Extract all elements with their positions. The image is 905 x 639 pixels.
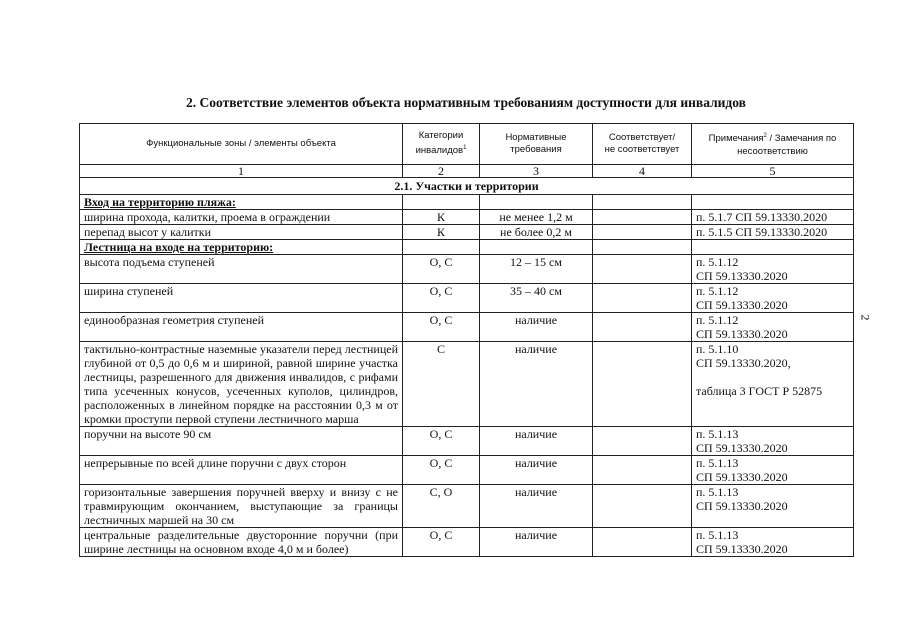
header-zones: Функциональные зоны / элементы объекта: [80, 124, 403, 165]
page-number: 2: [858, 314, 873, 321]
compliance-cell: [593, 485, 692, 528]
header-notes: Примечания$^2$ / Замечания по несоответствию: [692, 124, 854, 165]
category-cell: О, С: [403, 528, 480, 557]
header-row: [80, 124, 854, 165]
element-cell: тактильно-контрастные наземные указатели перед лестницей глубиной от 0,5 до 0,6 м и шириной, равной ширине участка лестницы, разрешенного для движения инвалидов, с рифами типа усеченных конусов, усеченных куполов, цилиндров, расположенных в линейном порядке на расстоянии 0,3 м от кромки проступи первой ступени лестничного марша: [80, 342, 403, 427]
table-row: [80, 456, 854, 485]
col-number: 5: [692, 165, 854, 178]
requirement-cell: наличие: [480, 342, 593, 427]
category-cell: С, О: [403, 485, 480, 528]
element-cell: высота подъема ступеней: [80, 255, 403, 284]
requirement-cell: наличие: [480, 456, 593, 485]
requirement-cell: не менее 1,2 м: [480, 210, 593, 225]
element-cell: ширина ступеней: [80, 284, 403, 313]
note-cell: п. 5.1.12 СП 59.13330.2020: [692, 284, 854, 313]
note-cell: п. 5.1.13 СП 59.13330.2020: [692, 456, 854, 485]
category-cell: С: [403, 342, 480, 427]
table-row: [80, 255, 854, 284]
note-cell: п. 5.1.13 СП 59.13330.2020: [692, 528, 854, 557]
element-cell: центральные разделительные двусторонние поручни (при ширине лестницы на основном входе 4,0 м и более): [80, 528, 403, 557]
compliance-cell: [593, 225, 692, 240]
table-row: [80, 342, 854, 427]
table-row: [80, 313, 854, 342]
element-cell: непрерывные по всей длине поручни с двух сторон: [80, 456, 403, 485]
section-row: [80, 178, 854, 195]
group-heading-stairs: Лестница на входе на территорию:: [80, 240, 403, 255]
table-row: [80, 528, 854, 557]
group-heading-entrance: Вход на территорию пляжа:: [80, 195, 403, 210]
element-cell: ширина прохода, калитки, проема в ограждении: [80, 210, 403, 225]
requirement-cell: наличие: [480, 528, 593, 557]
header-categories: Категории инвалидов$^1$: [403, 124, 480, 165]
header-compliance: Соответствует/ не соответствует: [593, 124, 692, 165]
element-cell: поручни на высоте 90 см: [80, 427, 403, 456]
table-row: [80, 210, 854, 225]
category-cell: К: [403, 225, 480, 240]
section-heading: 2.1. Участки и территории: [80, 178, 854, 195]
compliance-cell: [593, 284, 692, 313]
category-cell: О, С: [403, 284, 480, 313]
table-row: [80, 225, 854, 240]
note-cell: п. 5.1.13 СП 59.13330.2020: [692, 485, 854, 528]
note-cell: п. 5.1.12 СП 59.13330.2020: [692, 255, 854, 284]
compliance-cell: [593, 210, 692, 225]
compliance-cell: [593, 342, 692, 427]
category-cell: О, С: [403, 255, 480, 284]
requirement-cell: не более 0,2 м: [480, 225, 593, 240]
table-row: [80, 485, 854, 528]
note-cell: п. 5.1.5 СП 59.13330.2020: [692, 225, 854, 240]
note-cell: п. 5.1.10 СП 59.13330.2020, таблица 3 ГОСТ Р 52875: [692, 342, 854, 427]
group-row: [80, 195, 854, 210]
col-number: 2: [403, 165, 480, 178]
column-number-row: [80, 165, 854, 178]
accessibility-table: [79, 123, 854, 557]
col-number: 3: [480, 165, 593, 178]
table-row: [80, 427, 854, 456]
element-cell: единообразная геометрия ступеней: [80, 313, 403, 342]
compliance-cell: [593, 427, 692, 456]
element-cell: перепад высот у калитки: [80, 225, 403, 240]
header-requirements: Нормативные требования: [480, 124, 593, 165]
compliance-cell: [593, 528, 692, 557]
category-cell: К: [403, 210, 480, 225]
category-cell: О, С: [403, 427, 480, 456]
category-cell: О, С: [403, 456, 480, 485]
category-cell: О, С: [403, 313, 480, 342]
requirement-cell: 12 – 15 см: [480, 255, 593, 284]
note-cell: п. 5.1.12 СП 59.13330.2020: [692, 313, 854, 342]
note-cell: п. 5.1.13 СП 59.13330.2020: [692, 427, 854, 456]
compliance-cell: [593, 255, 692, 284]
compliance-cell: [593, 313, 692, 342]
element-cell: горизонтальные завершения поручней вверху и внизу с не травмирующим окончанием, выступающие за границы лестничных маршей на 30 см: [80, 485, 403, 528]
requirement-cell: наличие: [480, 313, 593, 342]
table-row: [80, 284, 854, 313]
note-cell: п. 5.1.7 СП 59.13330.2020: [692, 210, 854, 225]
section-title: 2. Соответствие элементов объекта нормативным требованиям доступности для инвалидов: [186, 95, 746, 110]
requirement-cell: наличие: [480, 427, 593, 456]
group-row: [80, 240, 854, 255]
requirement-cell: наличие: [480, 485, 593, 528]
col-number: 1: [80, 165, 403, 178]
note-gost-reference: таблица 3 ГОСТ Р 52875: [696, 384, 823, 398]
col-number: 4: [593, 165, 692, 178]
compliance-cell: [593, 456, 692, 485]
requirement-cell: 35 – 40 см: [480, 284, 593, 313]
